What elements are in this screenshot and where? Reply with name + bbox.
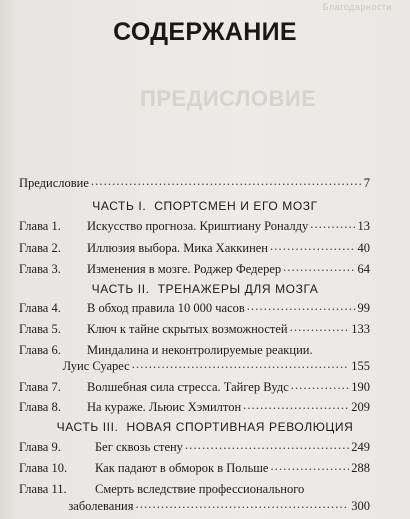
- chapter-label: Глава 10.: [19, 461, 68, 475]
- toc-entry-title: Иллюзия выбора. Мика Хаккинен: [87, 241, 268, 255]
- part-heading-2: [0, 282, 410, 296]
- toc-entry-page: 99: [357, 301, 370, 315]
- bleed-through-heading: ПРЕДИСЛОВИЕ: [140, 86, 317, 111]
- toc-entry-chapter-9[interactable]: [19, 440, 370, 455]
- chapter-label: Глава 7.: [19, 380, 61, 394]
- bleed-through-header: Благодарности: [322, 2, 392, 12]
- toc-entry-title: Искусство прогноза. Криштиану Роналду: [87, 219, 309, 233]
- dot-leader: [270, 239, 356, 254]
- dot-leader: [185, 438, 349, 453]
- toc-entry-page: 7: [363, 176, 370, 190]
- part-name: СПОРТСМЕН И ЕГО МОЗГ: [154, 199, 318, 213]
- toc-entry-page: 300: [351, 499, 370, 513]
- toc-entry-page: 190: [351, 380, 370, 394]
- toc-entry-chapter-6[interactable]: [19, 343, 370, 358]
- toc-entry-page: 209: [351, 400, 370, 414]
- toc-entry-title: Ключ к тайне скрытых возможностей: [87, 322, 288, 336]
- chapter-label: Глава 5.: [19, 322, 61, 336]
- dot-leader: [291, 378, 349, 393]
- toc-entry-page: 64: [357, 262, 370, 276]
- dot-leader: [243, 398, 349, 413]
- chapter-label: Глава 6.: [19, 343, 61, 357]
- toc-entry-page: 133: [351, 322, 370, 336]
- page-title: СОДЕРЖАНИЕ: [113, 18, 297, 46]
- toc-entry-chapter-10[interactable]: [19, 461, 370, 476]
- toc-entry-chapter-11[interactable]: [19, 482, 370, 497]
- dot-leader: [135, 497, 349, 512]
- toc-entry-title: Смерть вследствие профессионального: [95, 482, 305, 496]
- dot-leader: [270, 459, 349, 474]
- toc-entry-title: Миндалина и неконтролируемые реакции.: [87, 343, 313, 357]
- toc-entry-page: 155: [351, 359, 370, 373]
- part-number: ЧАСТЬ III.: [56, 420, 119, 434]
- toc-entry-chapter-4[interactable]: [19, 301, 370, 316]
- part-name: НОВАЯ СПОРТИВНАЯ РЕВОЛЮЦИЯ: [126, 420, 354, 434]
- toc-entry-title: Изменения в мозге. Роджер Федерер: [87, 262, 282, 276]
- part-name: ТРЕНАЖЕРЫ ДЛЯ МОЗГА: [157, 282, 319, 296]
- part-heading-3: [0, 420, 410, 434]
- toc-entry-chapter-7[interactable]: [19, 380, 370, 395]
- toc-entry-title-continued: Луис Суарес: [62, 359, 130, 373]
- part-number: ЧАСТЬ II.: [91, 282, 150, 296]
- toc-entry-page: 40: [357, 241, 370, 255]
- dot-leader: [247, 299, 356, 314]
- toc-entry-chapter-5[interactable]: [19, 322, 370, 337]
- chapter-label: Глава 3.: [19, 262, 61, 276]
- chapter-label: Глава 9.: [19, 440, 61, 454]
- toc-entry-chapter-11-continued[interactable]: [19, 499, 370, 514]
- toc-entry-title: В обход правила 10 000 часов: [87, 301, 245, 315]
- chapter-label: Глава 8.: [19, 400, 61, 414]
- chapter-label: Глава 2.: [19, 241, 61, 255]
- toc-entry-chapter-1[interactable]: [19, 219, 370, 234]
- toc-entry-title: Предисловие: [19, 176, 89, 190]
- part-heading-1: [0, 199, 410, 213]
- toc-entry-page: 13: [357, 219, 370, 233]
- dot-leader: [132, 357, 350, 372]
- toc-entry-title: Волшебная сила стресса. Тайгер Вудс: [87, 380, 289, 394]
- toc-entry-page: 249: [351, 440, 370, 454]
- toc-entry-chapter-3[interactable]: [19, 262, 370, 277]
- toc-entry-preface[interactable]: [19, 176, 370, 191]
- toc-entry-chapter-6-continued[interactable]: [19, 359, 370, 374]
- toc-entry-title: Как падают в обморок в Польше: [95, 461, 269, 475]
- toc-entry-title: На кураже. Льюис Хэмилтон: [87, 400, 242, 414]
- toc-entry-page: 288: [351, 461, 370, 475]
- dot-leader: [91, 174, 362, 189]
- toc-entry-chapter-8[interactable]: [19, 400, 370, 415]
- chapter-label: Глава 11.: [19, 482, 67, 496]
- dot-leader: [283, 260, 355, 275]
- chapter-label: Глава 4.: [19, 301, 61, 315]
- dot-leader: [290, 320, 350, 335]
- chapter-label: Глава 1.: [19, 219, 61, 233]
- part-number: ЧАСТЬ I.: [92, 199, 147, 213]
- toc-entry-title: Бег сквозь стену: [95, 440, 183, 454]
- toc-entry-title-continued: заболевания: [68, 499, 134, 513]
- dot-leader: [310, 217, 355, 232]
- toc-entry-chapter-2[interactable]: [19, 241, 370, 256]
